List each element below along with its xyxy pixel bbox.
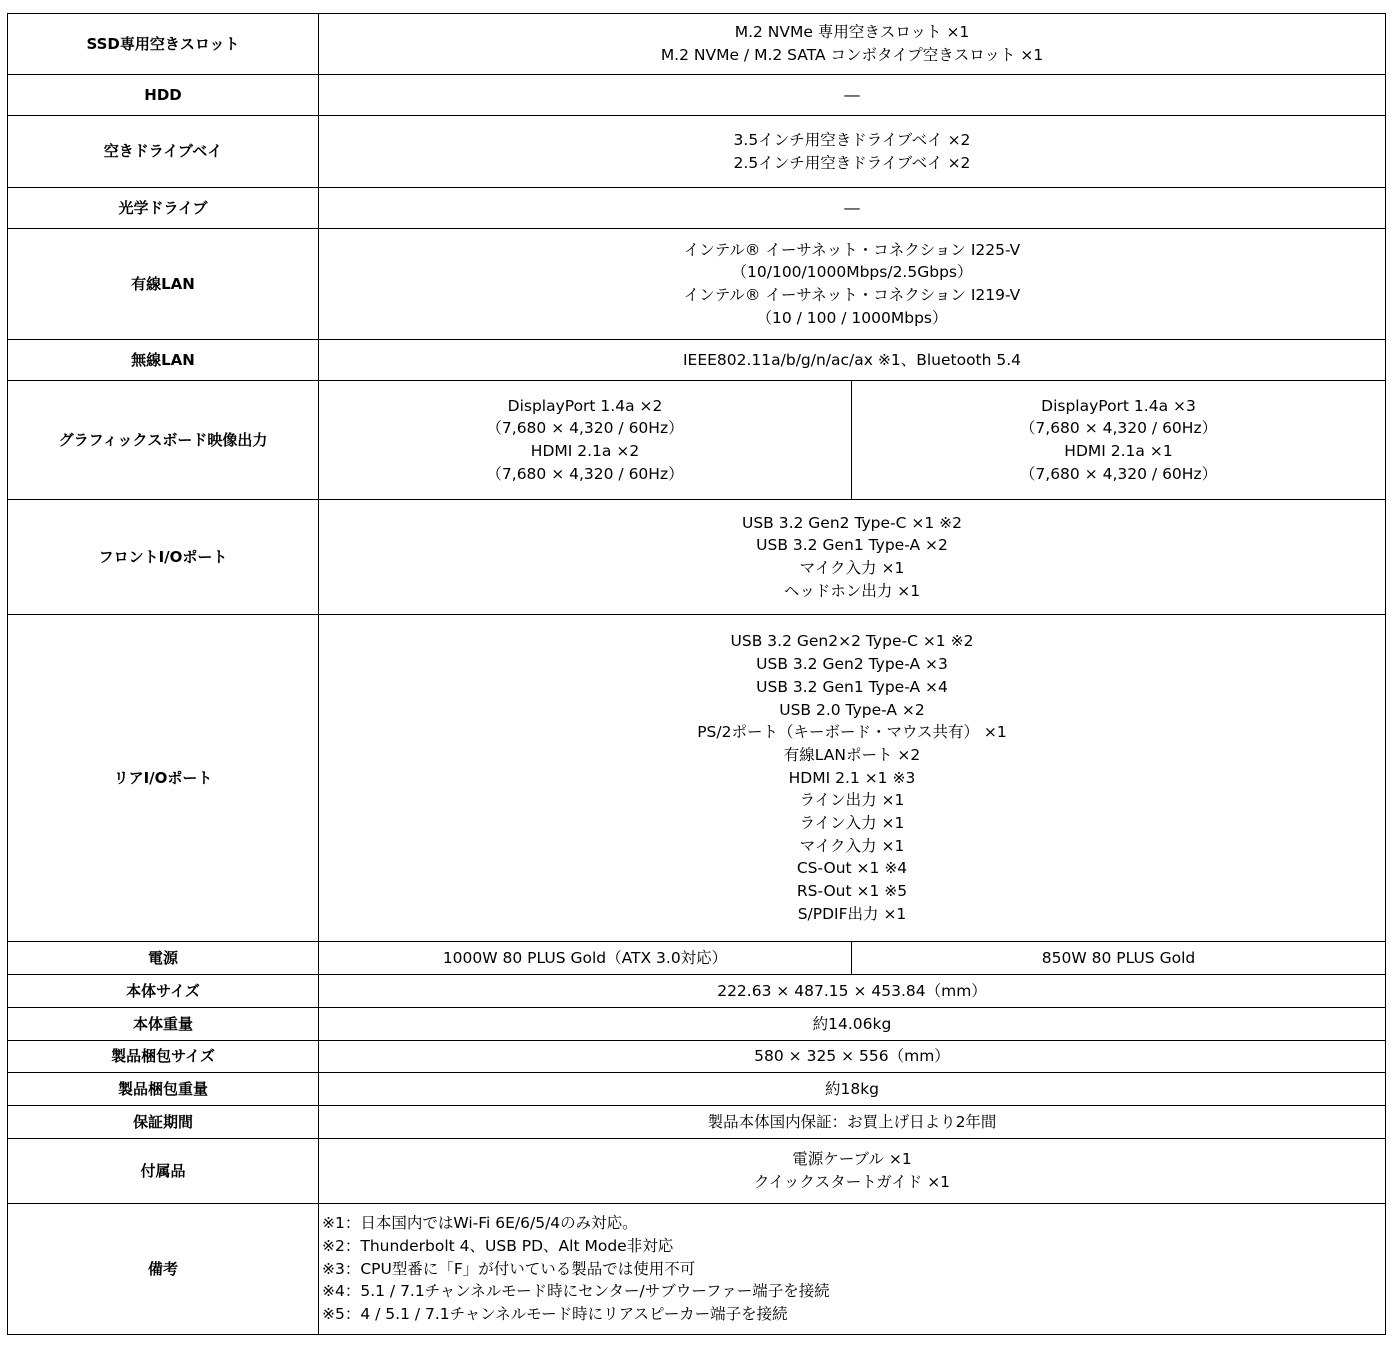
- value-line: ―: [844, 198, 860, 217]
- row-optical-drive: [8, 188, 1386, 229]
- value-line: ―: [844, 85, 860, 104]
- value-line: M.2 NVMe 専用空きスロット ×1: [734, 23, 970, 42]
- value-line: S/PDIF出力 ×1: [797, 904, 907, 923]
- note-line: ※3：CPU型番に「F」が付いている製品では使用不可: [322, 1259, 696, 1278]
- row-label: フロントI/Oポート: [8, 500, 319, 615]
- value-line: 2.5インチ用空きドライブベイ ×2: [733, 153, 971, 172]
- row-graphics-output: [8, 381, 1386, 500]
- row-value: [319, 500, 1386, 615]
- row-label: 空きドライブベイ: [8, 116, 319, 188]
- row-label: 保証期間: [8, 1106, 319, 1139]
- note-line: ※1：日本国内ではWi-Fi 6E/6/5/4のみ対応。: [322, 1214, 638, 1233]
- row-warranty: [8, 1106, 1386, 1139]
- row-wired-lan: [8, 229, 1386, 340]
- value-line: 有線LANポート ×2: [783, 745, 921, 764]
- value-line: 電源ケーブル ×1: [792, 1150, 912, 1169]
- row-accessories: [8, 1139, 1386, 1204]
- row-value: [319, 14, 1386, 75]
- row-value: [319, 340, 1386, 381]
- value-line: USB 3.2 Gen2×2 Type-C ×1 ※2: [730, 632, 974, 651]
- value-line: 3.5インチ用空きドライブベイ ×2: [733, 130, 971, 149]
- row-label: 有線LAN: [8, 229, 319, 340]
- row-value: [319, 615, 1386, 942]
- value-line: USB 3.2 Gen2 Type-A ×3: [756, 655, 948, 674]
- value-line: RS-Out ×1 ※5: [796, 882, 908, 901]
- row-label: 製品梱包重量: [8, 1073, 319, 1106]
- row-label: 無線LAN: [8, 340, 319, 381]
- row-ssd-slots: [8, 14, 1386, 75]
- row-label: 備考: [8, 1204, 319, 1335]
- row-label: グラフィックスボード映像出力: [8, 381, 319, 500]
- value-line: PS/2ポート（キーボード・マウス共有） ×1: [697, 723, 1007, 742]
- value-line: （10 / 100 / 1000Mbps）: [756, 308, 948, 327]
- row-label: SSD専用空きスロット: [8, 14, 319, 75]
- value-line: マイク入力 ×1: [799, 559, 905, 577]
- row-power-supply: [8, 942, 1386, 975]
- value-line: DisplayPort 1.4a ×3: [1041, 396, 1196, 415]
- row-value: [319, 1106, 1386, 1139]
- row-drive-bays: [8, 116, 1386, 188]
- row-label: 光学ドライブ: [8, 188, 319, 229]
- row-value: [319, 229, 1386, 340]
- value-line: 約18kg: [824, 1079, 880, 1098]
- value-line: インテル® イーサネット・コネクション I225-V: [683, 240, 1021, 259]
- value-line: マイク入力 ×1: [799, 836, 905, 855]
- spec-table: [7, 13, 1386, 1335]
- row-value-model-b: [852, 942, 1386, 975]
- value-line: 製品本体国内保証：お買上げ日より2年間: [707, 1112, 997, 1131]
- value-line: HDMI 2.1a ×2: [530, 442, 640, 460]
- row-hdd: [8, 75, 1386, 116]
- value-line: ライン入力 ×1: [799, 814, 905, 833]
- row-rear-io: [8, 615, 1386, 942]
- value-line: USB 3.2 Gen1 Type-A ×2: [756, 536, 948, 555]
- value-line: 580 × 325 × 556（mm）: [754, 1047, 950, 1066]
- row-package-weight: [8, 1073, 1386, 1106]
- note-line: ※5：4 / 5.1 / 7.1チャンネルモード時にリアスピーカー端子を接続: [322, 1305, 788, 1324]
- value-line: ヘッドホン出力 ×1: [783, 581, 921, 600]
- value-line: インテル® イーサネット・コネクション I219-V: [683, 286, 1021, 304]
- value-line: （7,680 × 4,320 / 60Hz）: [486, 464, 684, 483]
- row-body-weight: [8, 1008, 1386, 1041]
- row-label: 本体サイズ: [8, 975, 319, 1008]
- row-value: [319, 1073, 1386, 1106]
- row-label: 本体重量: [8, 1008, 319, 1041]
- row-label: リアI/Oポート: [8, 615, 319, 942]
- value-line: IEEE802.11a/b/g/n/ac/ax ※1、Bluetooth 5.4: [682, 350, 1022, 369]
- row-package-size: [8, 1041, 1386, 1073]
- row-notes: [8, 1204, 1386, 1335]
- notes-value: [319, 1204, 1386, 1335]
- row-value-model-b: [852, 381, 1386, 500]
- row-value-model-a: [319, 942, 852, 975]
- value-line: クイックスタートガイド ×1: [753, 1173, 951, 1191]
- row-front-io: [8, 500, 1386, 615]
- value-line: HDMI 2.1a ×1: [1064, 442, 1173, 460]
- row-value: [319, 116, 1386, 188]
- row-value-model-a: [319, 381, 852, 500]
- value-line: （7,680 × 4,320 / 60Hz）: [1019, 419, 1218, 438]
- value-line: ライン出力 ×1: [799, 791, 905, 810]
- value-line: 約14.06kg: [812, 1014, 892, 1033]
- value-line: 1000W 80 PLUS Gold（ATX 3.0対応）: [442, 948, 728, 967]
- row-wireless-lan: [8, 340, 1386, 381]
- value-line: （7,680 × 4,320 / 60Hz）: [486, 419, 684, 438]
- value-line: （7,680 × 4,320 / 60Hz）: [1019, 464, 1218, 483]
- row-label: 付属品: [8, 1139, 319, 1204]
- row-value: [319, 1008, 1386, 1041]
- value-line: USB 3.2 Gen2 Type-C ×1 ※2: [741, 513, 963, 532]
- value-line: （10/100/1000Mbps/2.5Gbps）: [731, 263, 973, 282]
- row-label: 電源: [8, 942, 319, 975]
- value-line: 222.63 × 487.15 × 453.84（mm）: [717, 981, 987, 1000]
- value-line: M.2 NVMe / M.2 SATA コンボタイプ空きスロット ×1: [660, 46, 1044, 64]
- row-value: [319, 975, 1386, 1008]
- row-label: HDD: [8, 75, 319, 116]
- row-body-size: [8, 975, 1386, 1008]
- row-value: [319, 1041, 1386, 1073]
- row-value: [319, 188, 1386, 229]
- value-line: USB 2.0 Type-A ×2: [779, 700, 925, 719]
- value-line: CS-Out ×1 ※4: [796, 859, 908, 878]
- row-value: [319, 1139, 1386, 1204]
- value-line: USB 3.2 Gen1 Type-A ×4: [756, 677, 948, 696]
- row-label: 製品梱包サイズ: [8, 1041, 319, 1073]
- value-line: HDMI 2.1 ×1 ※3: [788, 768, 916, 787]
- note-line: ※2：Thunderbolt 4、USB PD、Alt Mode非対応: [322, 1236, 674, 1255]
- value-line: DisplayPort 1.4a ×2: [507, 396, 663, 415]
- row-value: [319, 75, 1386, 116]
- note-line: ※4：5.1 / 7.1チャンネルモード時にセンター/サブウーファー端子を接続: [322, 1282, 830, 1301]
- value-line: 850W 80 PLUS Gold: [1041, 948, 1196, 967]
